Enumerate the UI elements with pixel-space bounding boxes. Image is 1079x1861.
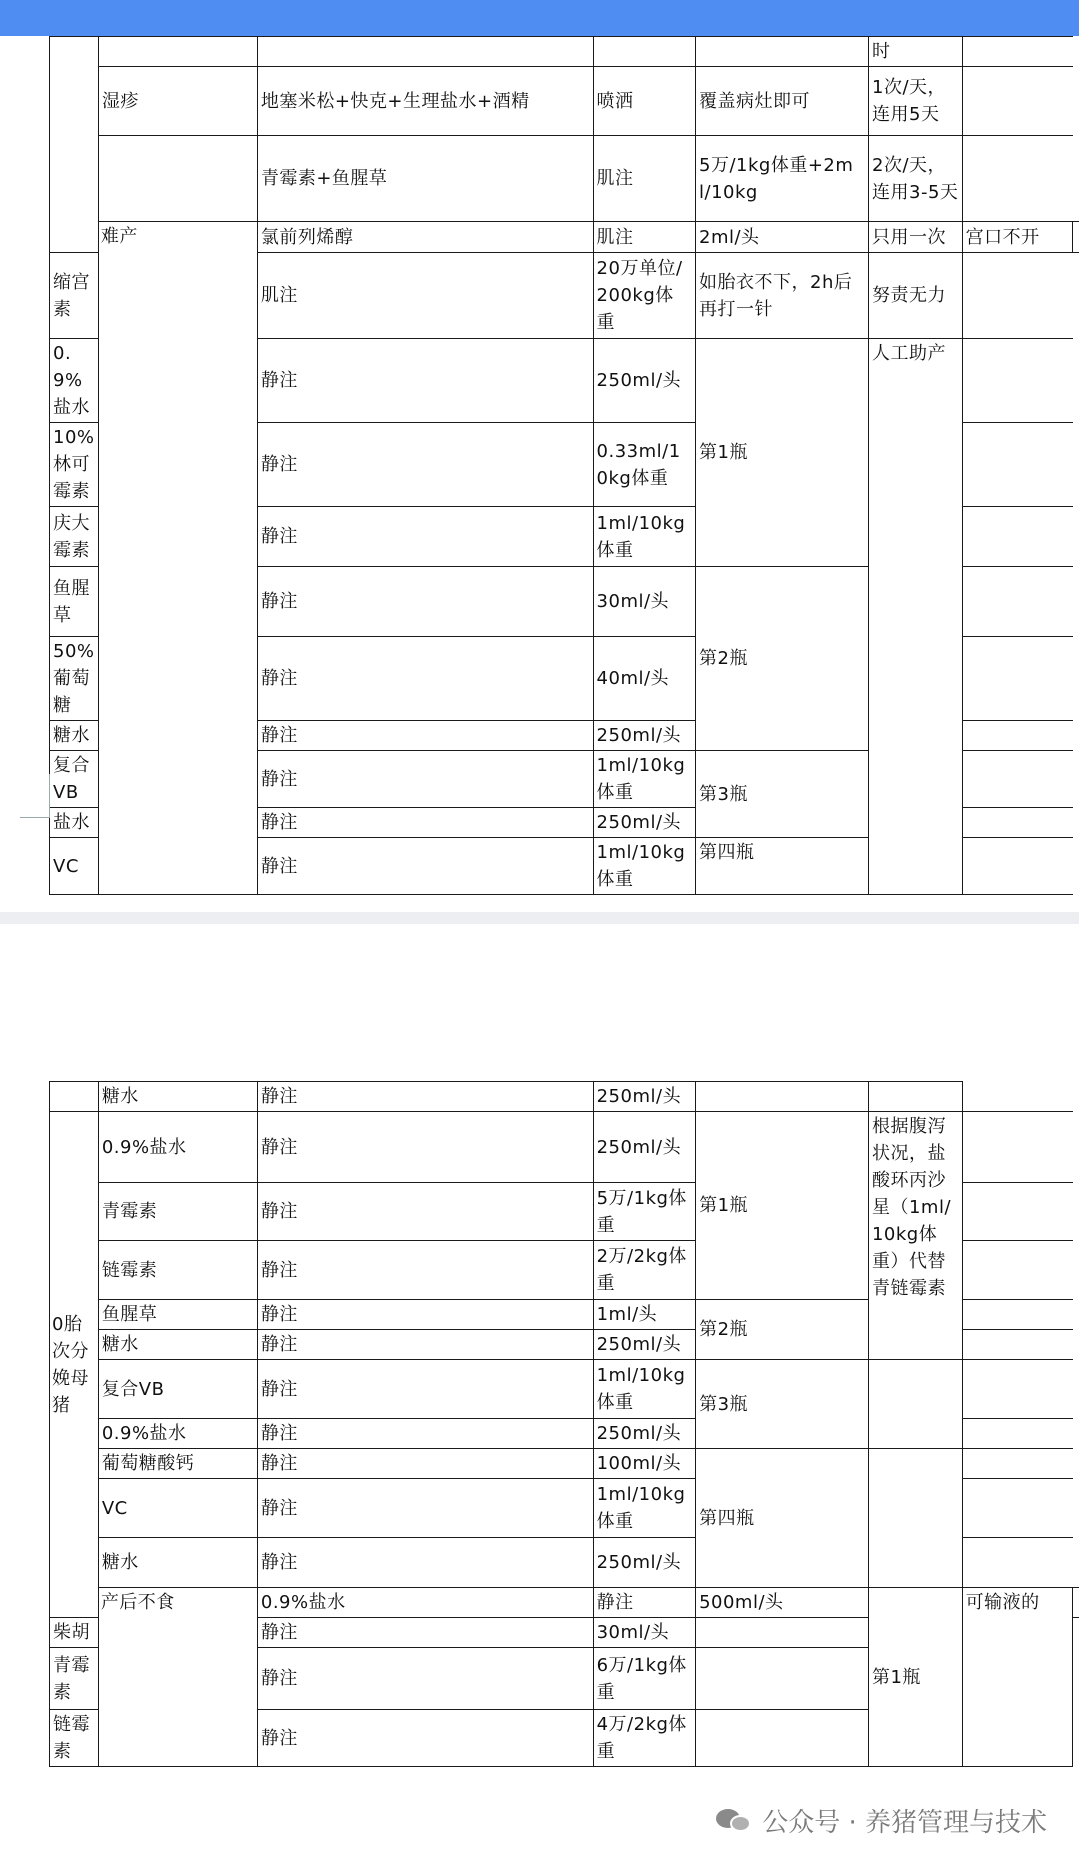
table-cell bbox=[50, 1082, 99, 1112]
table-cell: 40ml/头 bbox=[593, 637, 695, 721]
table-cell: 根据腹泻状况，盐酸环丙沙星（1ml/10kg体重）代替青链霉素 bbox=[868, 1112, 962, 1360]
table-cell bbox=[962, 1183, 1072, 1241]
table-cell: 20万单位/200kg体重 bbox=[593, 253, 695, 339]
table-cell: 青霉素+鱼腥草 bbox=[257, 136, 593, 222]
table-cell: 0.9%盐水 bbox=[98, 1112, 257, 1183]
table-cell: 第1瓶 bbox=[696, 339, 869, 567]
table-cell: 第1瓶 bbox=[868, 1588, 962, 1767]
table-cell: 静注 bbox=[257, 1648, 593, 1710]
table-cell: VC bbox=[50, 838, 99, 895]
table-cell: 1ml/头 bbox=[593, 1300, 695, 1330]
page-gap bbox=[0, 912, 1079, 924]
watermark bbox=[714, 1800, 1047, 1840]
table-cell bbox=[962, 637, 1072, 721]
table-cell: 鱼腥草 bbox=[50, 567, 99, 637]
table-cell: 覆盖病灶即可 bbox=[696, 67, 869, 136]
table-cell bbox=[962, 721, 1072, 751]
table-cell bbox=[98, 37, 257, 67]
table-cell: 静注 bbox=[257, 567, 593, 637]
table-cell: 0.33ml/10kg体重 bbox=[593, 423, 695, 507]
table-cell bbox=[257, 37, 593, 67]
table-cell bbox=[962, 1330, 1072, 1360]
table-row bbox=[50, 1449, 1079, 1479]
table-cell: 肌注 bbox=[257, 253, 593, 339]
table-cell: 250ml/头 bbox=[593, 1082, 695, 1112]
table-cell bbox=[962, 567, 1072, 637]
table-cell: 静注 bbox=[257, 838, 593, 895]
treatment-table-part1 bbox=[49, 36, 1079, 895]
table-cell bbox=[962, 136, 1072, 222]
table-cell: 静注 bbox=[257, 1710, 593, 1767]
table-cell: 4万/2kg体重 bbox=[593, 1710, 695, 1767]
table-cell: 静注 bbox=[257, 1330, 593, 1360]
table-cell: 静注 bbox=[257, 1241, 593, 1300]
table-cell: 10%林可霉素 bbox=[50, 423, 99, 507]
category-cell: 产后不食 bbox=[98, 1588, 257, 1767]
table-cell bbox=[868, 1082, 962, 1112]
table-cell: 复合VB bbox=[98, 1360, 257, 1419]
table-cell: 0.9%盐水 bbox=[98, 1419, 257, 1449]
table-cell bbox=[696, 37, 869, 67]
document-page-1 bbox=[0, 36, 1079, 912]
table-cell: 糖水 bbox=[50, 721, 99, 751]
table-cell: 静注 bbox=[257, 1082, 593, 1112]
table-cell: 静注 bbox=[257, 1618, 593, 1648]
table-cell bbox=[962, 1538, 1072, 1588]
table-cell: 静注 bbox=[257, 721, 593, 751]
table-cell: 只用一次 bbox=[869, 222, 963, 253]
table-cell: 第2瓶 bbox=[696, 567, 869, 751]
table-cell: 静注 bbox=[257, 637, 593, 721]
table-cell: 静注 bbox=[257, 339, 593, 423]
table-cell: 喷洒 bbox=[593, 67, 695, 136]
table-cell: 500ml/头 bbox=[696, 1588, 869, 1618]
table-cell: 静注 bbox=[257, 1538, 593, 1588]
document-page-2 bbox=[0, 924, 1079, 1861]
window-top-bar bbox=[0, 0, 1079, 36]
table-cell bbox=[962, 808, 1072, 838]
treatment-table-part2 bbox=[49, 1081, 1079, 1767]
table-cell: 静注 bbox=[257, 808, 593, 838]
table-cell: 静注 bbox=[257, 1419, 593, 1449]
table-cell: 第2瓶 bbox=[696, 1300, 869, 1360]
table-cell bbox=[962, 339, 1072, 423]
table-cell: 庆大霉素 bbox=[50, 507, 99, 567]
table-cell: 静注 bbox=[257, 507, 593, 567]
table-cell: 5万/1kg体重 bbox=[593, 1183, 695, 1241]
table-cell: 宫口不开 bbox=[962, 222, 1072, 253]
page-corner-mark bbox=[20, 774, 50, 818]
category-cell: 0胎次分娩母猪 bbox=[50, 1112, 99, 1618]
table-cell bbox=[962, 37, 1072, 67]
table-cell bbox=[962, 1479, 1072, 1538]
table-cell: 0.9%盐水 bbox=[257, 1588, 593, 1618]
table-cell: 2次/天，连用3-5天 bbox=[869, 136, 963, 222]
table-cell: 肌注 bbox=[593, 136, 695, 222]
table-cell: 2ml/头 bbox=[696, 222, 869, 253]
table-row bbox=[50, 1588, 1079, 1618]
table-cell: 复合VB bbox=[50, 751, 99, 808]
table-cell: 静注 bbox=[257, 1300, 593, 1330]
table-cell bbox=[696, 1648, 869, 1710]
table-cell: 湿疹 bbox=[98, 67, 257, 136]
table-cell: 1ml/10kg体重 bbox=[593, 507, 695, 567]
table-cell: 1ml/10kg体重 bbox=[593, 1360, 695, 1419]
table-cell: 糖水 bbox=[98, 1538, 257, 1588]
table-cell bbox=[962, 1449, 1072, 1479]
table-row bbox=[50, 1082, 1079, 1112]
table-cell bbox=[1073, 1588, 1079, 1618]
table-cell: 6万/1kg体重 bbox=[593, 1648, 695, 1710]
table-cell bbox=[696, 1082, 869, 1112]
table-cell bbox=[868, 1360, 962, 1449]
table-cell bbox=[962, 507, 1072, 567]
table-cell: 1ml/10kg体重 bbox=[593, 1479, 695, 1538]
category-cell: 难产 bbox=[98, 222, 257, 895]
table-cell: 250ml/头 bbox=[593, 1330, 695, 1360]
table-cell: 250ml/头 bbox=[593, 1419, 695, 1449]
table-cell: 1次/天，连用5天 bbox=[869, 67, 963, 136]
table-cell: 50%葡萄糖 bbox=[50, 637, 99, 721]
table-cell: 1ml/10kg体重 bbox=[593, 838, 695, 895]
table-cell: VC bbox=[98, 1479, 257, 1538]
table-cell bbox=[962, 1241, 1072, 1300]
table-cell: 250ml/头 bbox=[593, 808, 695, 838]
table-cell: 糖水 bbox=[98, 1330, 257, 1360]
table-cell bbox=[962, 838, 1072, 895]
table-cell bbox=[593, 37, 695, 67]
table-cell: 糖水 bbox=[98, 1082, 257, 1112]
table-cell bbox=[962, 253, 1072, 339]
table-cell: 静注 bbox=[257, 1360, 593, 1419]
table-cell bbox=[962, 751, 1072, 808]
table-cell: 0.9%盐水 bbox=[50, 339, 99, 423]
table-cell bbox=[962, 423, 1072, 507]
table-cell: 第3瓶 bbox=[696, 751, 869, 838]
table-cell: 第四瓶 bbox=[696, 838, 869, 895]
table-cell: 青霉素 bbox=[50, 1648, 99, 1710]
table-cell bbox=[98, 136, 257, 222]
table-cell: 静注 bbox=[257, 423, 593, 507]
table-cell: 如胎衣不下，2h后再打一针 bbox=[696, 253, 869, 339]
table-cell: 第1瓶 bbox=[696, 1112, 869, 1300]
table-cell: 1ml/10kg体重 bbox=[593, 751, 695, 808]
table-cell bbox=[962, 1112, 1072, 1183]
table-row bbox=[50, 1360, 1079, 1419]
category-cell bbox=[50, 37, 99, 253]
table-cell: 第3瓶 bbox=[696, 1360, 869, 1449]
table-cell: 努责无力 bbox=[869, 253, 963, 339]
table-cell: 地塞米松+快克+生理盐水+酒精 bbox=[257, 67, 593, 136]
table-cell: 人工助产 bbox=[869, 339, 963, 895]
table-cell: 葡萄糖酸钙 bbox=[98, 1449, 257, 1479]
table-cell: 100ml/头 bbox=[593, 1449, 695, 1479]
table-cell: 链霉素 bbox=[98, 1241, 257, 1300]
table-cell: 氯前列烯醇 bbox=[257, 222, 593, 253]
table-cell: 柴胡 bbox=[50, 1618, 99, 1648]
table-cell: 250ml/头 bbox=[593, 1538, 695, 1588]
table-cell: 链霉素 bbox=[50, 1710, 99, 1767]
table-cell: 肌注 bbox=[593, 222, 695, 253]
table-cell bbox=[696, 1710, 869, 1767]
table-cell: 盐水 bbox=[50, 808, 99, 838]
table-row bbox=[50, 222, 1079, 253]
table-cell: 静注 bbox=[257, 751, 593, 808]
table-cell: 可输液的 bbox=[962, 1588, 1072, 1767]
table-row bbox=[50, 1112, 1079, 1183]
table-cell bbox=[962, 67, 1072, 136]
table-cell: 静注 bbox=[257, 1449, 593, 1479]
watermark-text: 公众号 · 养猪管理与技术 bbox=[762, 1807, 1047, 1838]
table-cell: 静注 bbox=[257, 1112, 593, 1183]
table-cell: 第四瓶 bbox=[696, 1449, 869, 1588]
table-cell bbox=[962, 1419, 1072, 1449]
table-cell: 250ml/头 bbox=[593, 339, 695, 423]
table-cell bbox=[868, 1449, 962, 1588]
table-cell: 5万/1kg体重+2ml/10kg bbox=[696, 136, 869, 222]
table-cell: 2万/2kg体重 bbox=[593, 1241, 695, 1300]
table-cell: 250ml/头 bbox=[593, 721, 695, 751]
table-cell bbox=[1073, 222, 1079, 253]
table-cell bbox=[962, 1360, 1072, 1419]
table-cell: 30ml/头 bbox=[593, 567, 695, 637]
table-cell: 30ml/头 bbox=[593, 1618, 695, 1648]
wechat-icon bbox=[714, 1805, 754, 1835]
table-cell: 静注 bbox=[257, 1183, 593, 1241]
table-row bbox=[50, 67, 1079, 136]
table-cell bbox=[696, 1618, 869, 1648]
table-cell: 时 bbox=[869, 37, 963, 67]
table-cell: 静注 bbox=[257, 1479, 593, 1538]
table-cell: 缩宫素 bbox=[50, 253, 99, 339]
table-row bbox=[50, 136, 1079, 222]
table-cell bbox=[962, 1300, 1072, 1330]
table-cell: 鱼腥草 bbox=[98, 1300, 257, 1330]
table-cell: 青霉素 bbox=[98, 1183, 257, 1241]
table-row bbox=[50, 37, 1079, 67]
table-cell: 250ml/头 bbox=[593, 1112, 695, 1183]
table-cell: 静注 bbox=[593, 1588, 695, 1618]
